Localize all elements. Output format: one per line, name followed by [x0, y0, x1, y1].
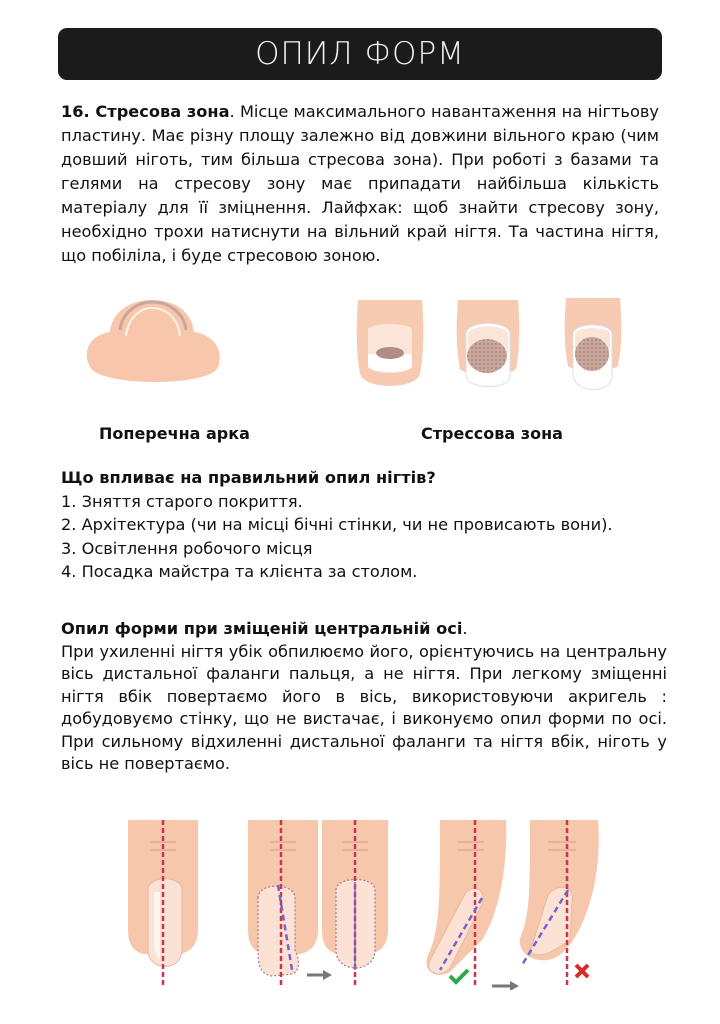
stress-zone-illustration	[350, 294, 640, 394]
page-title: ОПИЛ ФОРМ	[255, 36, 465, 72]
finger-deviated	[248, 820, 318, 988]
title-bar	[58, 28, 662, 80]
finger-strong-deviation	[520, 820, 599, 988]
stress-zone-paragraph	[61, 100, 659, 268]
check-icon	[450, 970, 468, 982]
arrow-right-icon	[307, 970, 332, 980]
axis-section	[61, 618, 667, 776]
factor-item: 2. Архітектура (чи на місці бічні стінки, чи не провисають вони).	[61, 515, 613, 534]
axis-section-heading: Опил форми при зміщеній центральній осі	[61, 619, 463, 638]
cross-icon	[576, 965, 588, 977]
factor-item: 4. Посадка майстра та клієнта за столом.	[61, 562, 418, 581]
nail-long	[565, 298, 622, 390]
axis-section-heading-end: .	[462, 619, 468, 638]
axis-correction-illustration	[110, 820, 620, 990]
factor-item: 1. Зняття старого покриття.	[61, 491, 303, 511]
nail-medium	[457, 300, 520, 387]
stress-zone-heading: 16. Стресова зона	[61, 102, 230, 121]
finger-corrected	[322, 820, 388, 988]
factor-item: 3. Освітлення робочого місця	[61, 538, 313, 558]
finger-straight	[128, 820, 198, 988]
transverse-arch-illustration	[80, 292, 230, 392]
axis-section-text: При ухиленні нігтя убік обпилюємо його, орієнтуючись на центральну вісь дистальної фаланги пальця, а не нігтя. При легкому зміщенні нігтя вбік повертаємо його в вісь, використовуючи акригель : добудовуємо стінку, що не вистачає, і виконуємо опил форми по осі. При сильному відхиленні дистальної фаланги та нігтя вбік, ніготь у вісь не повертаємо.	[61, 641, 667, 773]
factors-list	[61, 466, 613, 584]
stress-zone-text: . Місце максимального навантаження на нігтьову пластину. Має різну площу залежно від довжини вільного краю (чим довший ніготь, тим більша стресова зона). При роботі з базами та гелями на стресову зону має припадати найбільша кількість матеріалу для її зміцнення. Лайфхак: щоб знайти стресову зону, необхідно трохи натиснути на вільний край нігтя. Та частина нігтя, що побіліла, і буде стресовою зоною.	[61, 102, 659, 265]
nail-short	[357, 300, 424, 386]
finger-slight-deviation	[427, 820, 507, 988]
factors-heading: Що впливає на правильний опил нігтів?	[61, 468, 436, 487]
caption-transverse-arch: Поперечна арка	[99, 424, 250, 443]
caption-stress-zone: Стрессова зона	[421, 424, 563, 443]
arrow-right-icon	[492, 981, 519, 990]
